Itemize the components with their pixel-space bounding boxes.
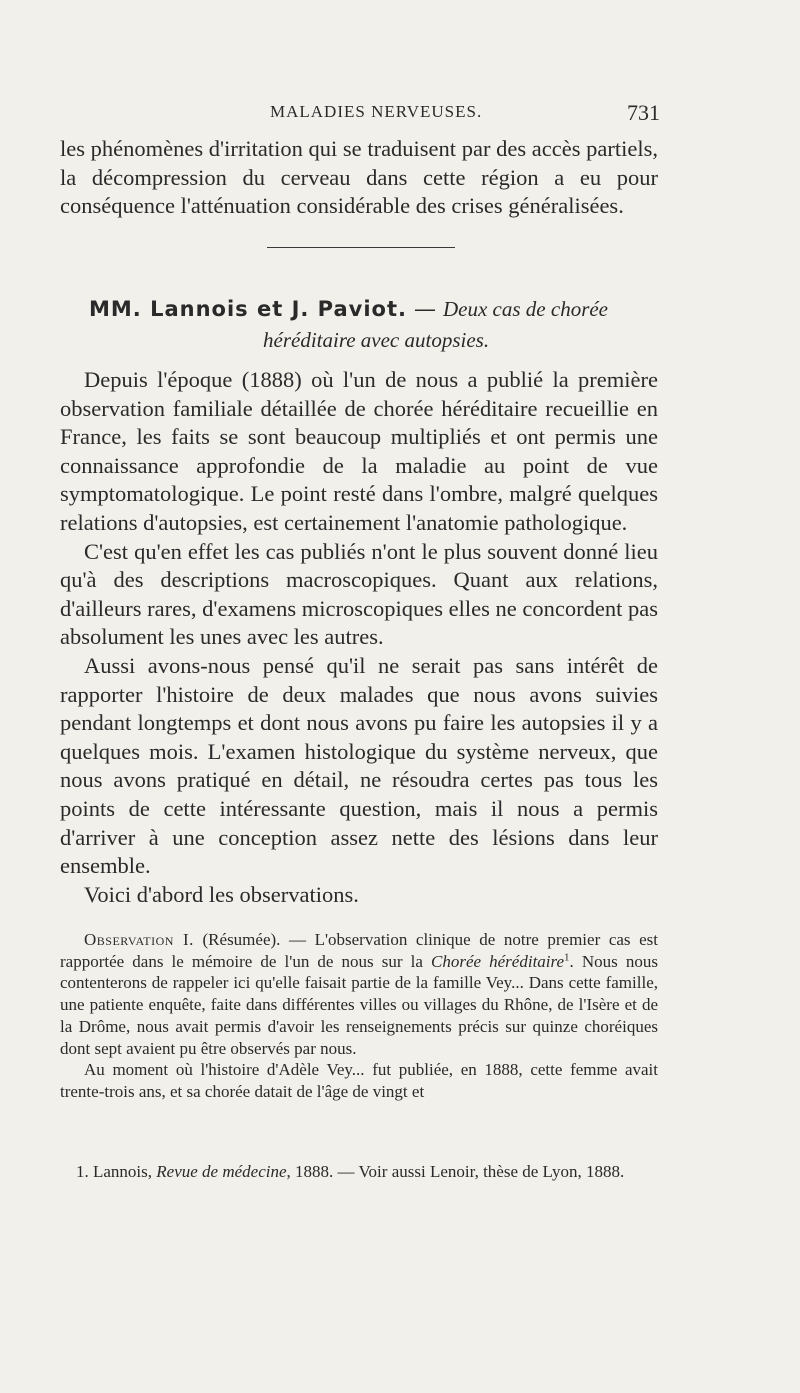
- article-body: [60, 366, 658, 909]
- heading-line-1: [60, 294, 700, 325]
- observation-italic-title: Chorée héréditaire: [431, 951, 565, 971]
- observation-text-before: (Résumée). — L'observation clinique de notre premier cas est rapportée dans le mémoire de l'un de nous sur la: [60, 930, 658, 971]
- article-authors: MM. Lannois et J. Paviot.: [89, 297, 407, 321]
- body-paragraph-2: C'est qu'en effet les cas publiés n'ont le plus souvent donné lieu qu'à des descriptions macroscopiques. Quant aux relations, d'ailleurs rares, d'examens microscopiques elles ne concordent pas absolument les unes avec les autres.: [60, 538, 658, 650]
- running-title: MALADIES NERVEUSES.: [270, 102, 483, 121]
- observation-text-after: . Nous nous contenterons de rappeler ici qu'elle faisait partie de la famille Vey... Dans cette famille, une patiente enquête, faite dans différentes villes ou villages du Rhône, de l'Isère et de la Drôme, nous avait permis d'avoir les renseignements précis sur quinze choréiques dont sept avaient pu être observés par nous.: [60, 951, 658, 1058]
- footnote-author: Lannois,: [88, 1162, 157, 1181]
- observation-paragraph-2: Au moment où l'histoire d'Adèle Vey... fut publiée, en 1888, cette femme avait trente-trois ans, et sa chorée datait de l'âge de vingt et: [60, 1060, 658, 1101]
- body-paragraph-4: Voici d'abord les observations.: [84, 881, 359, 907]
- article-title-part-2: héréditaire avec autopsies.: [263, 328, 490, 352]
- footnote-rest: , 1888. — Voir aussi Lenoir, thèse de Lyon, 1888.: [286, 1162, 625, 1181]
- footnote-number: 1.: [76, 1162, 89, 1181]
- article-heading: [60, 294, 700, 355]
- page-header: [60, 100, 660, 130]
- observation-label: Observation I.: [84, 930, 194, 949]
- footnote-reference: 1: [564, 951, 570, 964]
- footnote: [60, 1161, 658, 1183]
- observation-paragraph-1: [60, 929, 658, 1059]
- intro-paragraph: les phénomènes d'irritation qui se traduisent par des accès partiels, la décompression du cerveau dans cette région a eu pour conséquence l'atténuation considérable des crises généralisées.: [60, 136, 658, 219]
- page-number: 731: [627, 100, 660, 125]
- body-paragraph-3: Aussi avons-nous pensé qu'il ne serait pas sans intérêt de rapporter l'histoire de deux malades que nous avons suivies pendant longtemps et dont nous avons pu faire les autopsies il y a quelques mois. L'examen histologique du système nerveux, que nous avons pratiqué en détail, ne résoudra certes pas tous les points de cette intéressante question, mais il nous a permis d'arriver à une conception assez nette des lésions dans leur ensemble.: [60, 652, 658, 879]
- footnote-journal: Revue de médecine: [156, 1162, 287, 1181]
- intro-block: [60, 135, 658, 221]
- article-title-part-1: Deux cas de chorée: [443, 297, 609, 321]
- section-divider: [267, 247, 455, 248]
- body-paragraph-1: Depuis l'époque (1888) où l'un de nous a publié la première observation familiale détaillée de chorée héréditaire recueillie en France, les faits se sont beaucoup multipliés et ont permis une connaissance approfondie de la maladie au point de vue symptomatologique. Le point resté dans l'ombre, malgré quelques relations d'autopsies, est certainement l'anatomie pathologique.: [60, 367, 658, 535]
- observation-block: [60, 929, 658, 1103]
- heading-dash: —: [407, 297, 443, 322]
